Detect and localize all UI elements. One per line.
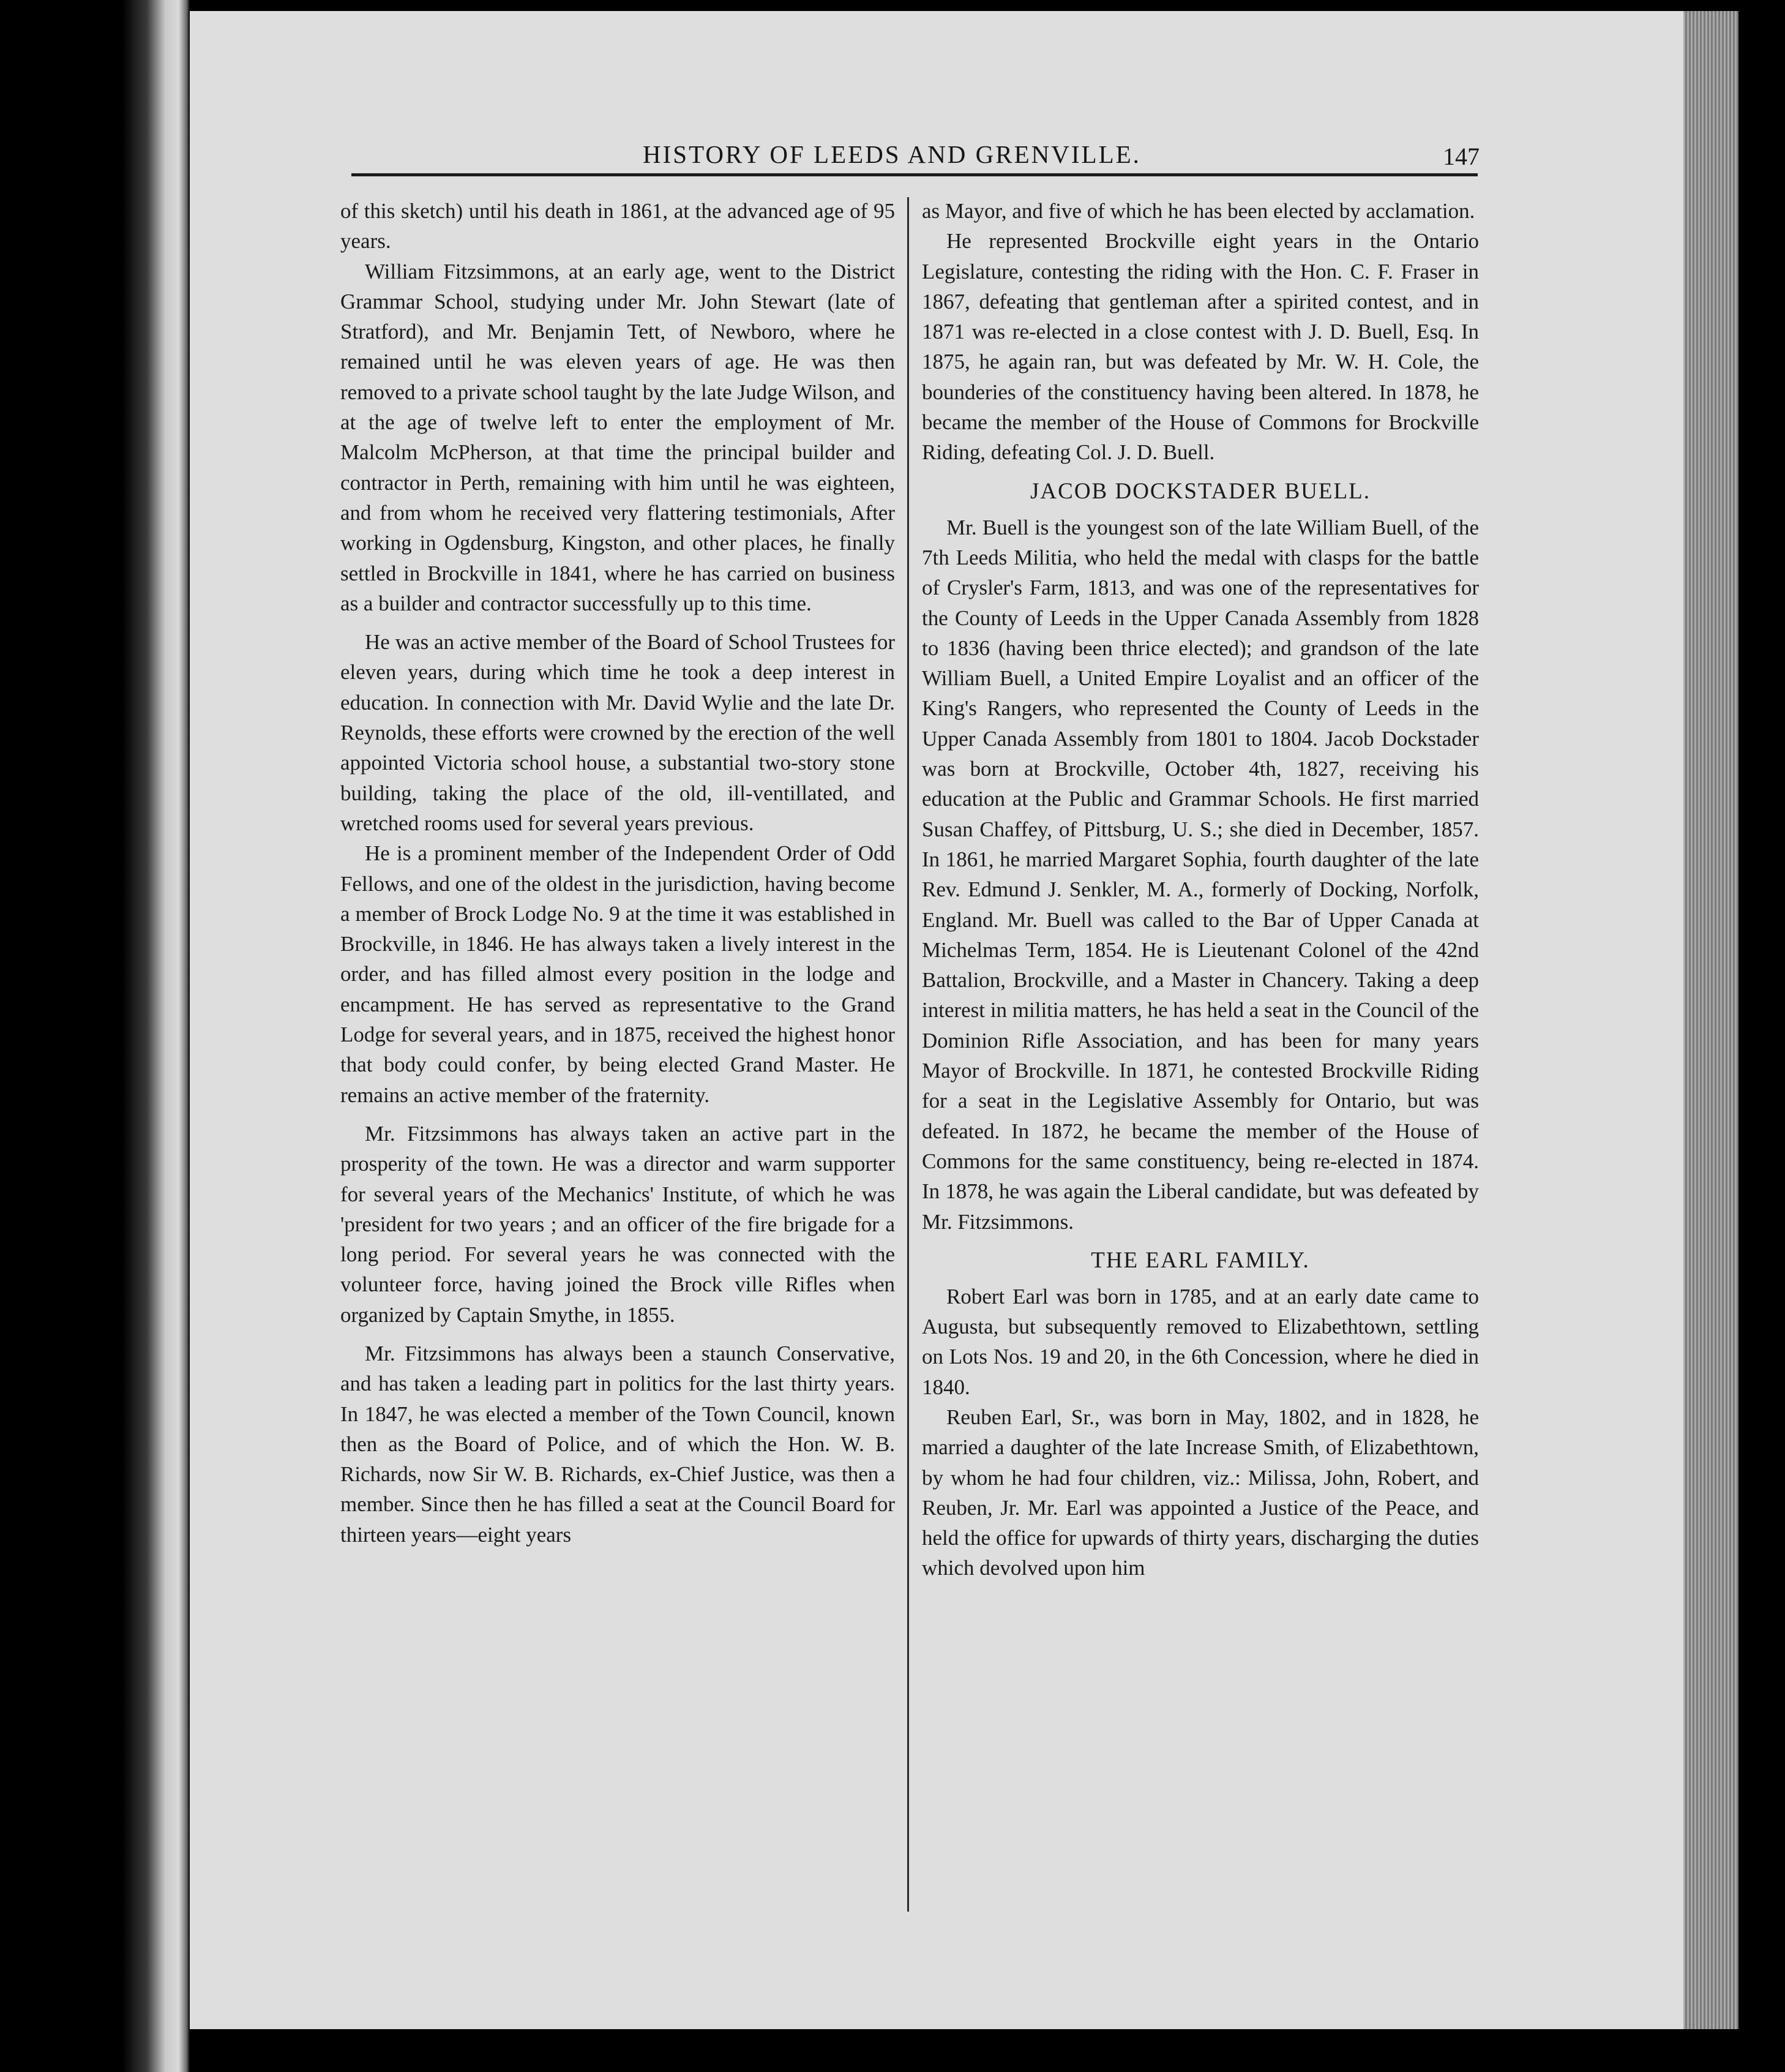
paragraph: He represented Brockville eight years in the Ontario Legislature, contesting the riding with the Hon. C. F. Fraser in 1867, defeating that gentleman after a spirited contest, and in 1871 was re-elected in a close contest with J. D. Buell, Esq. In 1875, he again ran, but was defeated by Mr. W. H. Cole, the bounderies of the constituency having been altered. In 1878, he became the member of the House of Commons for Brockville Riding, defeating Col. J. D. Buell.: [922, 229, 1479, 465]
paragraph: Robert Earl was born in 1785, and at an early date came to Augusta, but subsequently removed to Elizabethtown, settling on Lots Nos. 19 and 20, in the 6th Concession, where he died in 1840.: [922, 1284, 1479, 1399]
right-column: [922, 196, 1479, 1583]
running-head: HISTORY OF LEEDS AND GRENVILLE.: [643, 140, 1141, 168]
page-number: 147: [1443, 143, 1480, 170]
header-rule: [351, 173, 1478, 176]
paragraph: as Mayor, and five of which he has been elected by acclamation.: [922, 199, 1475, 223]
paragraph: Mr. Fitzsimmons has always been a staunch Conservative, and has taken a leading part in politics for the last thirty years. In 1847, he was elected a member of the Town Council, known then as the Board of Police, and of which the Hon. W. B. Richards, now Sir W. B. Richards, ex-Chief Justice, was then a member. Since then he has filled a seat at the Council Board for thirteen years—eight years: [340, 1341, 895, 1547]
paragraph: Reuben Earl, Sr., was born in May, 1802, and in 1828, he married a daughter of the late Increase Smith, of Elizabethtown, by whom he had four children, viz.: Milissa, John, Robert, and Reuben, Jr. Mr. Earl was appointed a Justice of the Peace, and held the office for upwards of thirty years, discharging the duties which devolved upon him: [922, 1405, 1479, 1580]
adjacent-page-edge: [0, 0, 190, 2072]
paragraph: He is a prominent member of the Independent Order of Odd Fellows, and one of the oldest in the jurisdiction, having become a member of Brock Lodge No. 9 at the time it was established in Brockville, in 1846. He has always taken a lively interest in the order, and has filled almost every position in the lodge and encampment. He has served as representative to the Grand Lodge for several years, and in 1875, received the highest honor that body could confer, by being elected Grand Master. He remains an active member of the fraternity.: [340, 841, 895, 1107]
paragraph: William Fitzsimmons, at an early age, went to the District Grammar School, studying under Mr. John Stewart (late of Stratford), and Mr. Benjamin Tett, of Newboro, where he remained until he was eleven years of age. He was then removed to a private school taught by the late Judge Wilson, and at the age of twelve left to enter the employment of Mr. Malcolm McPherson, at that time the principal builder and contractor in Perth, remaining with him until he was eighteen, and from whom he received very flattering testimonials, After working in Ogdensburg, Kingston, and other places, he finally settled in Brockville in 1841, where he has carried on business as a builder and contractor successfully up to this time.: [340, 259, 895, 615]
column-divider: [907, 197, 909, 1912]
paragraph: He was an active member of the Board of School Trustees for eleven years, during which time he took a deep interest in education. In connection with Mr. David Wylie and the late Dr. Reynolds, these efforts were crowned by the erection of the well appointed Victoria school house, a substantial two-story stone building, taking the place of the old, ill-ventillated, and wretched rooms used for several years previous.: [340, 630, 895, 835]
paragraph: of this sketch) until his death in 1861, at the advanced age of 95 years.: [340, 199, 895, 253]
paragraph: Mr. Fitzsimmons has always taken an active part in the prosperity of the town. He was a director and warm supporter for several years of the Mechanics' Institute, of which he was 'president for two years ; and an officer of the fire brigade for a long period. For several years he was connected with the volunteer force, having joined the Brock ville Rifles when organized by Captain Smythe, in 1855.: [340, 1121, 895, 1327]
paragraph: Mr. Buell is the youngest son of the late William Buell, of the 7th Leeds Militia, who held the medal with clasps for the battle of Crysler's Farm, 1813, and was one of the representatives for the County of Leeds in the Upper Canada Assembly from 1828 to 1836 (having been thrice elected); and grandson of the late William Buell, a United Empire Loyalist and an officer of the King's Rangers, who represented the County of Leeds in the Upper Canada Assembly from 1801 to 1804. Jacob Dockstader was born at Brockville, October 4th, 1827, receiving his education at the Public and Grammar Schools. He first married Susan Chaffey, of Pittsburg, U. S.; she died in December, 1857. In 1861, he married Margaret Sophia, fourth daughter of the late Rev. Edmund J. Senkler, M. A., formerly of Docking, Norfolk, England. Mr. Buell was called to the Bar of Upper Canada at Michelmas Term, 1854. He is Lieutenant Colonel of the 42nd Battalion, Brockville, and a Master in Chancery. Taking a deep interest in militia matters, he has held a seat in the Council of the Dominion Rifle Association, and has been for many years Mayor of Brockville. In 1871, he contested Brockville Riding for a seat in the Legislative Assembly for Ontario, but was defeated. In 1872, he became the member of the House of Commons for the same constituency, being re-elected in 1874. In 1878, he was again the Liberal candidate, but was defeated by Mr. Fitzsimmons.: [922, 515, 1479, 1234]
left-column: [340, 196, 895, 1550]
section-heading-earl: THE EARL FAMILY.: [1091, 1247, 1310, 1273]
section-heading-buell: JACOB DOCKSTADER BUELL.: [1030, 478, 1371, 504]
page-stack-edge: [1683, 11, 1738, 2029]
